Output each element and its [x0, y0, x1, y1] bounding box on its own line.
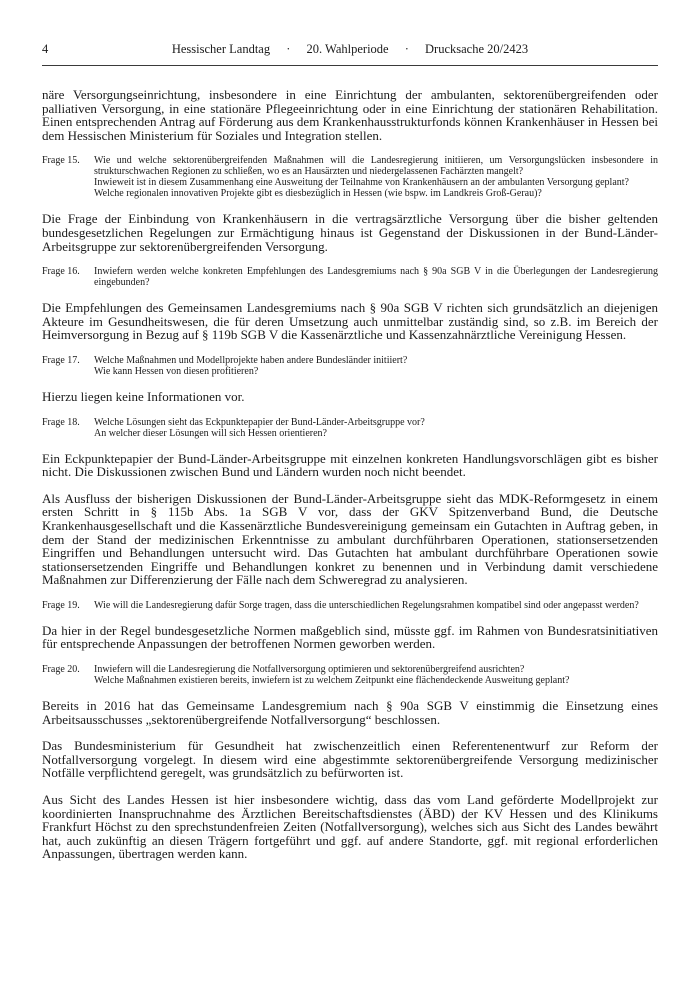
- header-separator: ·: [286, 42, 291, 56]
- question-line: Wie kann Hessen von diesen profitieren?: [94, 365, 259, 377]
- question-text: [94, 355, 658, 377]
- question-text: [94, 266, 658, 288]
- question-block: [42, 600, 658, 611]
- answer-paragraph: näre Versorgungseinrichtung, insbesondere in eine Einrichtung der ambulanten, sektorenübergreifenden oder palliativen Versorgung, in eine stationäre Pflegeeinrichtung oder in eine Einrichtung der stationären Rehabilitation. Einen entsprechenden Antrag auf Förderung aus dem Krankenhausstrukturfonds können Krankenhäuser in Hessen bei dem Hessischen Ministerium für Soziales und Integration stellen.: [42, 87, 658, 143]
- question-line: Inwiefern will die Landesregierung die Notfallversorgung optimieren und sektorenübergreifend ausrichten?: [94, 664, 525, 676]
- question-label: Frage 16.: [42, 266, 80, 278]
- page-header: [42, 42, 658, 58]
- question-line: Wie will die Landesregierung dafür Sorge tragen, dass die unterschiedlichen Regelungsrahmen kompatibel sind oder angepasst werden?: [94, 599, 639, 611]
- answer-paragraph: Bereits in 2016 hat das Gemeinsame Landesgremium nach § 90a SGB V einstimmig die Einsetzung eines Arbeitsausschusses „sektorenübergreifende Notfallversorgung“ beschlossen.: [42, 698, 658, 727]
- answer-paragraph: Hierzu liegen keine Informationen vor.: [42, 388, 245, 404]
- question-line: Welche Lösungen sieht das Eckpunktepapier der Bund-Länder-Arbeitsgruppe vor?: [94, 416, 425, 428]
- question-block: [42, 155, 658, 199]
- question-line: An welcher dieser Lösungen will sich Hessen orientieren?: [94, 427, 327, 439]
- question-label: Frage 19.: [42, 599, 80, 611]
- header-wahlperiode: 20. Wahlperiode: [306, 42, 389, 56]
- answer-paragraph: Das Bundesministerium für Gesundheit hat zwischenzeitlich einen Referentenentwurf zur Reform der Notfallversorgung vorgelegt. In diesem wird eine abgestimmte sektorenübergreifende Versorgung medizinischer Notfälle verpflichtend geregelt, was grundsätzlich zu befürworten ist.: [42, 738, 658, 781]
- page-number: 4: [42, 42, 49, 56]
- answer-paragraph: Aus Sicht des Landes Hessen ist hier insbesondere wichtig, dass das vom Land geförderte Modellprojekt zur koordinierten Inanspruchnahme des Ärztlichen Bereitschaftsdienstes (ÄBD) der KV Hessen und des Klinikums Frankfurt Höchst zu den sprechstundenfreien Zeiten (Notfallversorgung), welches sich aus Sicht des Landes bewährt hat, auch zukünftig an diesen Trägern fortgeführt und ggf. auf andere Standorte, ggf. mit regional erforderlichen Anpassungen, übertragen werden kann.: [42, 792, 658, 862]
- question-line: Welche Maßnahmen existieren bereits, inwiefern ist zu welchem Zeitpunkt eine flächendeckende Ausweitung geplant?: [94, 675, 570, 687]
- question-label: Frage 15.: [42, 155, 80, 167]
- header-drucksache: Drucksache 20/2423: [425, 42, 529, 56]
- answer-paragraph: Ein Eckpunktepapier der Bund-Länder-Arbeitsgruppe mit einzelnen konkreten Handlungsvorschlägen gibt es bisher nicht. Die Diskussionen zwischen Bund und Ländern wurden noch nicht beendet.: [42, 450, 658, 480]
- question-block: [42, 417, 658, 439]
- answer-paragraph: Da hier in der Regel bundesgesetzliche Normen maßgeblich sind, müsste ggf. im Rahmen von Bundesratsinitiativen für entsprechende Anpassungen der betroffenen Normen geworben werden.: [42, 622, 658, 652]
- header-rule: [42, 65, 658, 66]
- question-block: [42, 266, 658, 288]
- question-line: Wie und welche sektorenübergreifenden Maßnahmen will die Landesregierung initiieren, um Versorgungslücken insbesondere in strukturschwachen Regionen zu schließen, wo es an Hausärzten und niedergelassenen Fachärzten mangelt?: [94, 155, 658, 178]
- question-line: Inwieweit ist in diesem Zusammenhang eine Ausweitung der Teilnahme von Krankenhäusern an der ambulanten Versorgung geplant?: [94, 177, 629, 189]
- question-text: [94, 155, 658, 199]
- header-separator: ·: [404, 42, 409, 56]
- header-title-line: [42, 42, 658, 57]
- question-label: Frage 20.: [42, 664, 80, 676]
- question-label: Frage 18.: [42, 416, 80, 428]
- answer-paragraph: Die Frage der Einbindung von Krankenhäusern in die vertragsärztliche Versorgung über die bisher geltenden bundesgesetzlichen Regelungen zur Ermächtigung hinaus ist Gegenstand der Diskussionen in der Bund-Länder-Arbeitsgruppe zur sektorenübergreifenden Versorgung.: [42, 211, 658, 254]
- question-line: Inwiefern werden welche konkreten Empfehlungen des Landesgremiums nach § 90a SGB V in die Überlegungen der Landesregierung eingebunden?: [94, 266, 658, 289]
- question-block: [42, 664, 658, 686]
- question-block: [42, 355, 658, 377]
- question-line: Welche Maßnahmen und Modellprojekte haben andere Bundesländer initiiert?: [94, 354, 408, 366]
- question-label: Frage 17.: [42, 354, 80, 366]
- answer-paragraph: Als Ausfluss der bisherigen Diskussionen der Bund-Länder-Arbeitsgruppe sieht das MDK-Reformgesetz in einem ersten Schritt in § 115b Abs. 1a SGB V vor, dass der GKV Spitzenverband Bund, die Deutsche Krankenhausgesellschaft und die Kassenärztliche Bundesvereinigung gemeinsam ein Gutachten in Auftrag geben, in dem der Stand der medizinischen Erkenntnisse zu ambulant durchführbaren Operationen, stationsersetzenden Eingriffen und Behandlungen untersucht wird. Das Gutachten hat ambulant durchführbare Operationen sowie stationsersetzenden Eingriffe und Behandlungen konkret zu benennen und in Verbindung damit verschiedene Maßnahmen zur Differenzierung der Fälle nach dem Schweregrad zu analysieren.: [42, 490, 658, 588]
- question-line: Welche regionalen innovativen Projekte gibt es diesbezüglich in Hessen (wie bspw. im Landkreis Groß-Gerau)?: [94, 188, 542, 200]
- question-text: [94, 417, 658, 439]
- question-text: [94, 600, 658, 611]
- question-text: [94, 664, 658, 686]
- header-title: Hessischer Landtag: [171, 42, 271, 56]
- document-body: [42, 88, 658, 861]
- answer-paragraph: Die Empfehlungen des Gemeinsamen Landesgremiums nach § 90a SGB V richten sich grundsätzlich an diejenigen Akteure im Gesundheitswesen, die für deren Umsetzung auch unmittelbar zuständig sind, so z.B. im Bereich der Heimversorgung in Bezug auf § 119b SGB V die Kassenärztliche und Kassenzahnärztliche Vereinigung Hessen.: [42, 300, 658, 343]
